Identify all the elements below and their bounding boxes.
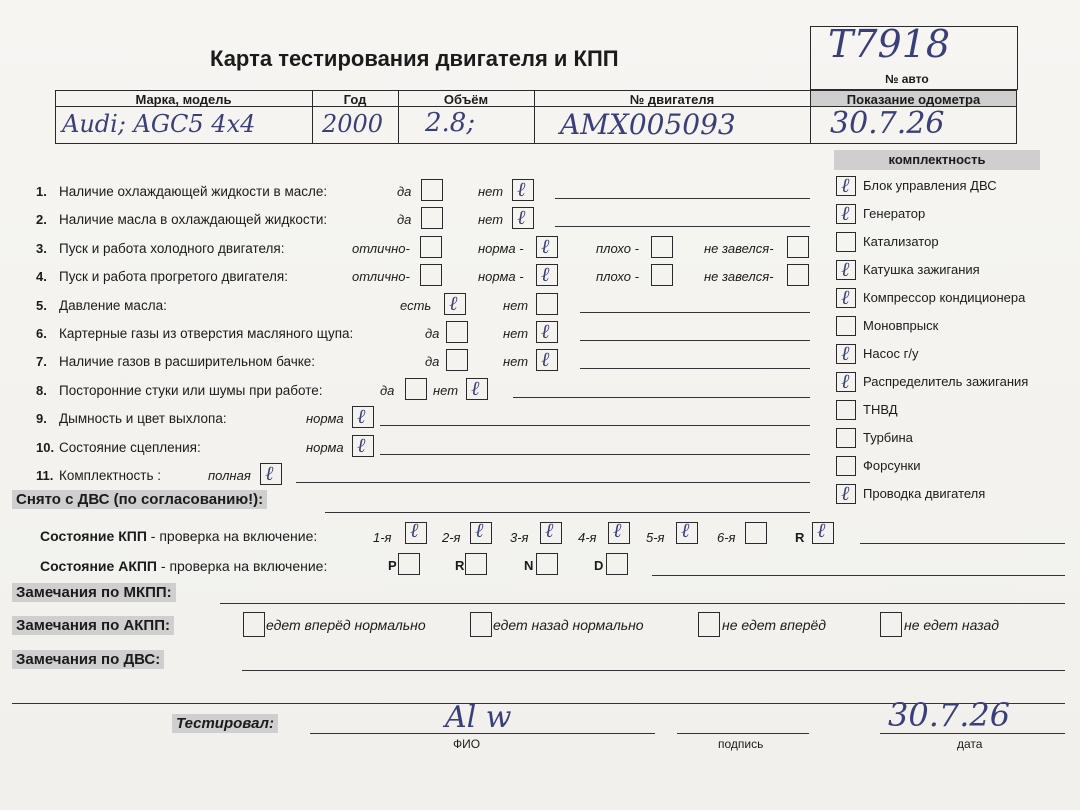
check-row-line [580,340,810,341]
check-option-mark: ℓ [517,177,526,201]
completeness-check-mark: ℓ [841,341,850,365]
kpp-gear-label: 6-я [717,530,736,545]
check-option-mark: ℓ [449,290,458,315]
completeness-checkbox[interactable] [836,316,856,336]
check-option-label: нет [503,297,529,313]
check-number: 4. [36,269,47,285]
check-option-label: нет [478,212,504,228]
completeness-item-label: Катушка зажигания [863,262,980,277]
akpp-remark-label: едет вперёд нормально [266,617,426,633]
check-option-box[interactable] [536,293,558,315]
check-label: Дымность и цвет выхлопа: [59,411,227,427]
form-title: Карта тестирования двигателя и КПП [210,46,619,71]
value-odometer: 30.7.26 [830,106,945,141]
fio-signature: Al w [445,700,512,735]
check-number: 6. [36,326,47,341]
check-label: Посторонние стуки или шумы при работе: [59,382,323,398]
completeness-checkbox[interactable] [836,428,856,448]
akpp-remark-checkbox[interactable] [698,612,720,637]
kpp-gear-mark: ℓ [681,518,690,542]
check-row-line [555,226,810,227]
completeness-checkbox[interactable] [836,232,856,252]
check-option-mark: ℓ [265,461,274,485]
check-number: 7. [36,354,47,370]
auto-number-value: Т7918 [828,22,951,66]
check-option-box[interactable] [651,236,673,258]
check-option-label: норма - [478,269,524,285]
kpp-gear-mark: ℓ [475,518,484,542]
akpp-position-label: D [594,558,604,573]
akpp-remark-label: не едет назад [904,617,999,633]
check-option-box[interactable] [787,236,809,258]
check-option-label: норма [306,439,344,455]
remarks-dvs-line [242,670,1065,671]
kpp-gear-label: 4-я [578,530,597,545]
remarks-dvs-label: Замечания по ДВС: [12,650,164,669]
check-number: 5. [36,297,47,313]
remarks-mkpp-line [220,603,1065,604]
completeness-item-label: Проводка двигателя [863,486,986,501]
check-number: 10. [36,439,55,455]
check-option-label: отлично- [352,240,410,256]
value-year: 2000 [322,110,384,138]
kpp-gear-mark: ℓ [545,518,554,542]
check-number: 8. [36,382,47,398]
akpp-label [40,558,327,574]
remarks-mkpp-label: Замечания по МКПП: [12,583,176,602]
akpp-position-box[interactable] [465,553,487,575]
check-row-line [555,198,810,199]
kpp-label [40,528,317,544]
sign-label: подпись [718,737,764,751]
check-row-line [296,482,810,483]
completeness-check-mark: ℓ [841,369,850,393]
remarks-akpp-label: Замечания по АКПП: [12,616,174,635]
check-option-label: норма [306,411,344,427]
kpp-gear-label: 2-я [442,530,461,545]
check-option-mark: ℓ [541,233,550,258]
check-option-mark: ℓ [357,432,366,457]
fio-label: ФИО [453,737,481,751]
check-label: Давление масла: [59,297,167,313]
akpp-position-label: N [524,558,534,573]
header-engine-number: № двигателя [629,92,715,107]
kpp-gear-label: 1-я [373,530,392,545]
check-option-label: нет [503,326,529,341]
kpp-label-bold: Состояние КПП [40,528,147,544]
check-option-box[interactable] [446,349,468,371]
kpp-gear-label: 3-я [510,530,529,545]
check-option-label: нет [478,184,504,199]
akpp-position-label: P [388,558,397,573]
completeness-item-label: Форсунки [863,458,921,473]
check-option-label: да [380,382,395,398]
check-option-mark: ℓ [541,347,550,372]
check-number: 9. [36,411,47,427]
check-option-box[interactable] [446,321,468,343]
kpp-gear-label: R [795,530,805,545]
completeness-check-mark: ℓ [841,481,850,505]
check-option-mark: ℓ [541,262,550,287]
header-make-model: Марка, модель [135,92,232,107]
check-option-box[interactable] [405,378,427,400]
akpp-label-rest: - проверка на включение: [157,558,328,574]
check-option-mark: ℓ [541,319,550,343]
check-option-mark: ℓ [357,404,366,429]
check-row-line [580,312,810,313]
check-number: 3. [36,240,47,256]
kpp-gear-label: 5-я [646,530,665,545]
completeness-check-mark: ℓ [841,285,850,309]
completeness-check-mark: ℓ [841,257,850,281]
completeness-check-mark: ℓ [841,173,850,197]
completeness-item-label: Насос г/у [863,346,919,361]
completeness-check-mark: ℓ [841,201,850,225]
check-option-box[interactable] [420,264,442,286]
check-option-box[interactable] [651,264,673,286]
kpp-label-rest: - проверка на включение: [146,528,318,544]
date-value: 30.7.26 [888,696,1011,734]
tested-by-label [172,714,278,733]
check-row-line [513,397,810,398]
akpp-remark-checkbox[interactable] [470,612,492,637]
akpp-position-box[interactable] [398,553,420,575]
check-option-label: нет [433,382,459,398]
check-label: Наличие охлаждающей жидкости в масле: [59,184,328,199]
check-label: Наличие масла в охлаждающей жидкости: [59,212,328,228]
header-year: Год [343,92,367,107]
sign-line [677,733,809,734]
check-option-label: да [397,184,412,199]
completeness-item-label: Турбина [863,430,913,445]
check-label: Наличие газов в расширительном бачке: [59,354,316,370]
check-option-box[interactable] [787,264,809,286]
completeness-item-label: Блок управления ДВС [863,178,997,193]
check-row-line [380,454,810,455]
check-label: Пуск и работа холодного двигателя: [59,240,285,256]
check-option-box[interactable] [420,236,442,258]
akpp-label-bold: Состояние АКПП [40,558,157,574]
check-option-label: нет [503,354,529,370]
check-option-label: не завелся- [704,240,774,256]
akpp-remark-label: едет назад нормально [493,617,644,633]
header-volume: Объём [443,92,489,107]
kpp-gear-mark: ℓ [410,518,419,542]
value-engine-number: AMX005093 [560,108,736,141]
akpp-position-box[interactable] [536,553,558,575]
header-odometer: Показание одометра [846,92,981,107]
check-row-line [380,425,810,426]
completeness-checkbox[interactable] [836,400,856,420]
completeness-item-label: Компрессор кондиционера [863,290,1026,305]
removed-from-engine-label: Снято с ДВС (по согласованию!): [12,490,267,509]
check-option-label: плохо - [596,269,639,285]
auto-number-label: № авто [885,72,929,86]
kpp-gear-box[interactable] [745,522,767,544]
check-option-box[interactable] [421,207,443,229]
check-row-line [580,368,810,369]
akpp-remark-checkbox[interactable] [880,612,902,637]
completeness-item-label: Распределитель зажигания [863,374,1029,389]
akpp-line [652,575,1065,576]
completeness-item-label: Генератор [863,206,926,221]
check-option-label: есть [400,297,432,313]
check-number: 1. [36,184,47,199]
check-option-label: полная [208,468,251,483]
check-label: Картерные газы из отверстия масляного щупа: [59,326,354,341]
check-option-mark: ℓ [471,375,480,400]
check-option-label: норма - [478,240,524,256]
completeness-title: комплектность [888,152,986,167]
value-volume: 2.8; [425,108,476,138]
tested-by-text: Тестировал: [176,715,274,732]
check-option-label: да [425,354,440,370]
kpp-gear-mark: ℓ [613,518,622,542]
akpp-position-box[interactable] [606,553,628,575]
check-number: 11. [36,468,54,483]
check-option-mark: ℓ [517,205,526,230]
kpp-gear-mark: ℓ [817,518,826,542]
check-option-label: не завелся- [704,269,774,285]
check-option-box[interactable] [421,179,443,201]
value-make-model: Audi; AGC5 4x4 [62,110,256,138]
kpp-line [860,543,1065,544]
check-option-label: да [397,212,412,228]
check-label: Пуск и работа прогретого двигателя: [59,269,288,285]
completeness-item-label: ТНВД [863,402,898,417]
check-number: 2. [36,212,47,228]
check-option-label: плохо - [596,240,639,256]
date-label: дата [957,737,983,751]
check-option-label: да [425,326,440,341]
completeness-item-label: Моновпрыск [863,318,939,333]
akpp-position-label: R [455,558,465,573]
akpp-remark-label: не едет вперёд [722,617,827,633]
completeness-item-label: Катализатор [863,234,939,249]
akpp-remark-checkbox[interactable] [243,612,265,637]
check-option-label: отлично- [352,269,410,285]
removed-line [325,512,810,513]
check-label: Состояние сцепления: [59,439,201,455]
check-label: Комплектность : [59,468,162,483]
completeness-checkbox[interactable] [836,456,856,476]
